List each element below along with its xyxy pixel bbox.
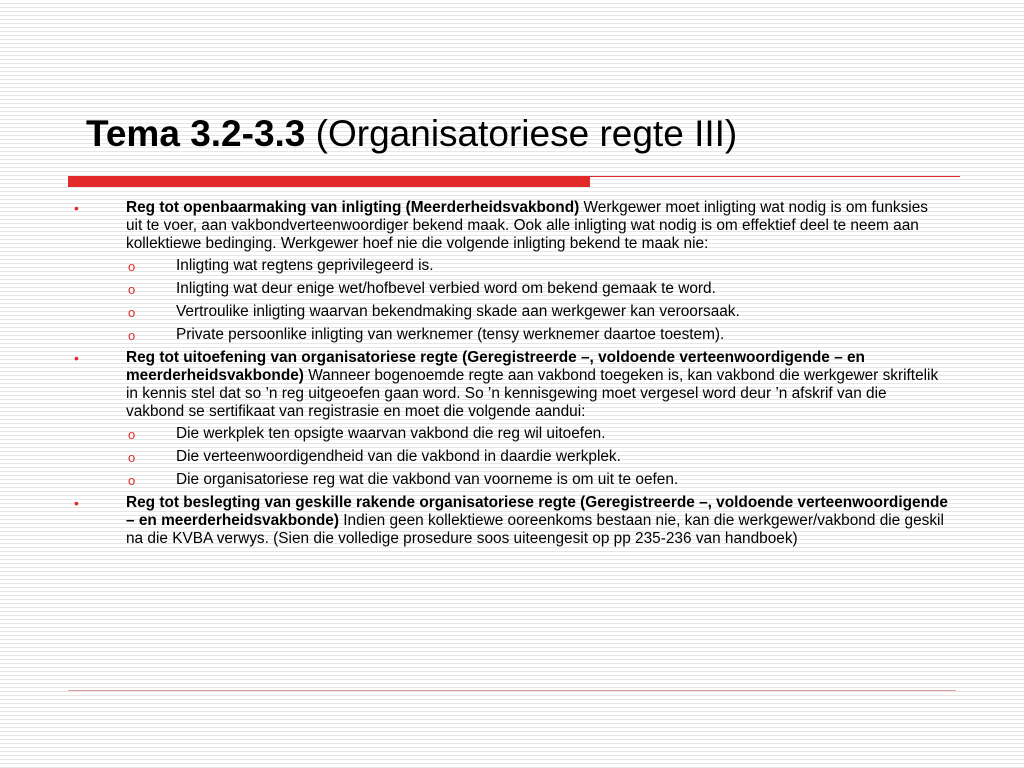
sub-item-text: Die verteenwoordigendheid van die vakbond in daardie werkplek. <box>176 448 621 465</box>
sub-marker: o <box>128 473 136 488</box>
sub-item-text: Inligting wat regtens geprivilegeerd is. <box>176 257 434 274</box>
sub-marker: o <box>128 305 136 320</box>
sub-item <box>68 326 948 344</box>
footer-divider <box>68 690 956 691</box>
title-underline-thin <box>590 176 960 177</box>
sub-item-text: Die organisatoriese reg wat die vakbond van voorneme is om uit te oefen. <box>176 471 679 488</box>
sub-item <box>68 257 948 275</box>
sub-item-text: Vertroulike inligting waarvan bekendmaking skade aan werkgewer kan veroorsaak. <box>176 303 740 320</box>
slide-title-rest: (Organisatoriese regte III) <box>305 113 738 154</box>
bullet-item-uitoefening <box>68 349 948 421</box>
slide-title-bold: Tema 3.2-3.3 <box>86 113 306 154</box>
sub-item <box>68 425 948 443</box>
bullet-item-beslegting <box>68 494 948 548</box>
bullet-marker: • <box>74 200 79 216</box>
bullet-marker: • <box>74 495 79 511</box>
bullet-heading: Reg tot openbaarmaking van inligting (Meerderheidsvakbond) <box>126 199 580 216</box>
sub-marker: o <box>128 450 136 465</box>
bullet-marker: • <box>74 350 79 366</box>
sub-item-text: Private persoonlike inligting van werknemer (tensy werknemer daartoe toestem). <box>176 326 725 343</box>
sub-marker: o <box>128 259 136 274</box>
slide-body <box>68 199 948 550</box>
bullet-text: Werkgewer moet inligting wat nodig is om funksies uit te voer, aan vakbondverteenwoordiger bekend maak. Ook alle inligting wat nodig is om effektief deel te neem aan kollektiewe bedinging. Werkgewer hoef nie die volgende inligting bekend te maak nie: <box>126 199 928 252</box>
title-underline-thick <box>68 176 590 187</box>
sub-item-text: Die werkplek ten opsigte waarvan vakbond die reg wil uitoefen. <box>176 425 606 442</box>
bullet-text: Wanneer bogenoemde regte aan vakbond toegeken is, kan vakbond die werkgewer skriftelik in kennis stel dat so ’n reg uitgeoefen gaan word. So ’n kennisgewing moet vergesel word deur ’n afskrif van die vakbond se sertifikaat van registrasie en moet die volgende aandui: <box>126 367 939 420</box>
sub-marker: o <box>128 282 136 297</box>
bullet-heading: Reg tot beslegting van geskille rakende organisatoriese regte (Geregistreerde –, voldoende verteenwoordigende – en meerderheidsvakbonde) <box>126 494 948 529</box>
sub-item <box>68 280 948 298</box>
bullet-heading: Reg tot uitoefening van organisatoriese regte (Geregistreerde –, voldoende verteenwoordigende – en meerderheidsvakbonde) <box>126 349 865 384</box>
sub-item-text: Inligting wat deur enige wet/hofbevel verbied word om bekend gemaak te word. <box>176 280 716 297</box>
bullet-text: Indien geen kollektiewe ooreenkoms bestaan nie, kan die werkgewer/vakbond die geskil na die KVBA verwys. (Sien die volledige prosedure soos uiteengesit op pp 235-236 van handboek) <box>126 512 944 547</box>
slide-title <box>86 112 737 156</box>
sub-marker: o <box>128 328 136 343</box>
sub-item <box>68 303 948 321</box>
sub-item <box>68 448 948 466</box>
sub-marker: o <box>128 427 136 442</box>
bullet-item-openbaarmaking <box>68 199 948 253</box>
sub-item <box>68 471 948 489</box>
